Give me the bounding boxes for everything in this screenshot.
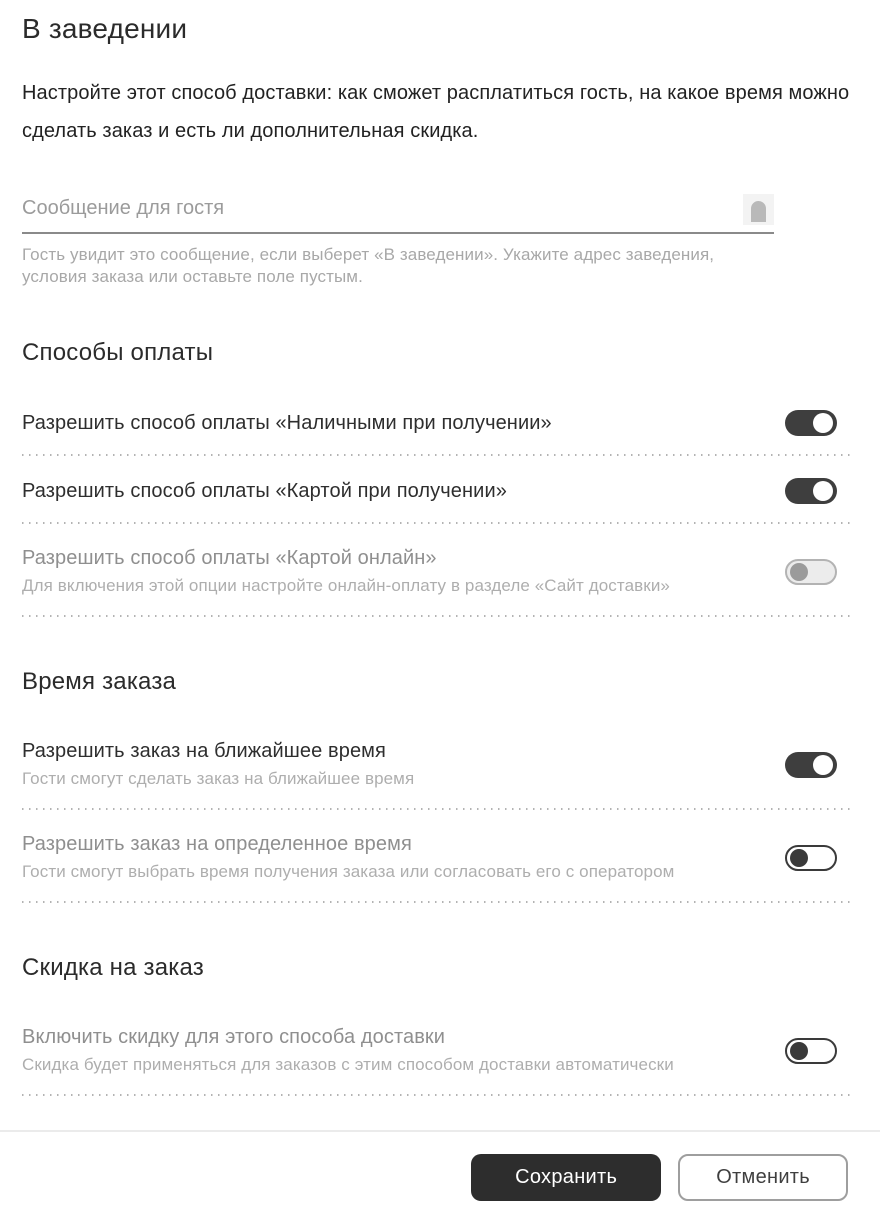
footer-action-bar bbox=[0, 1130, 880, 1201]
dotted-divider bbox=[22, 901, 850, 903]
row-card-on-delivery bbox=[22, 456, 850, 522]
toggle-discount[interactable] bbox=[785, 1038, 837, 1064]
toggle-asap-order[interactable] bbox=[785, 752, 837, 778]
page-title: В заведении bbox=[22, 13, 188, 44]
toggle-knob bbox=[813, 755, 833, 775]
toggle-knob bbox=[813, 413, 833, 433]
row-label-scheduled-order: Разрешить заказ на определенное время bbox=[22, 833, 412, 855]
toggle-knob bbox=[790, 1042, 808, 1060]
dotted-divider bbox=[22, 615, 850, 617]
door-icon[interactable] bbox=[743, 194, 774, 225]
row-label-card-online: Разрешить способ оплаты «Картой онлайн» bbox=[22, 547, 437, 569]
section-heading-payment-methods: Способы оплаты bbox=[22, 339, 214, 366]
toggle-scheduled-order[interactable] bbox=[785, 845, 837, 871]
row-asap-order bbox=[22, 717, 850, 808]
row-helper-asap-order: Гости смогут сделать заказ на ближайшее время bbox=[22, 769, 415, 788]
row-scheduled-order bbox=[22, 810, 850, 901]
toggle-cash-on-delivery[interactable] bbox=[785, 410, 837, 436]
section-heading-order-discount: Скидка на заказ bbox=[22, 954, 205, 981]
row-label-asap-order: Разрешить заказ на ближайшее время bbox=[22, 740, 386, 762]
row-label-discount: Включить скидку для этого способа доставки bbox=[22, 1026, 446, 1048]
toggle-knob bbox=[813, 481, 833, 501]
guest-message-field bbox=[22, 194, 774, 234]
dotted-divider bbox=[22, 1094, 850, 1096]
toggle-knob bbox=[790, 849, 808, 867]
row-card-online bbox=[22, 524, 850, 615]
row-cash-on-delivery bbox=[22, 388, 850, 454]
toggle-card-online bbox=[785, 559, 837, 585]
row-helper-discount: Скидка будет применяться для заказов с этим способом доставки автоматически bbox=[22, 1055, 674, 1074]
toggle-card-on-delivery[interactable] bbox=[785, 478, 837, 504]
save-button[interactable]: Сохранить bbox=[471, 1154, 661, 1201]
cancel-button[interactable]: Отменить bbox=[678, 1154, 848, 1201]
guest-message-input[interactable] bbox=[22, 197, 743, 226]
toggle-knob bbox=[790, 563, 808, 581]
section-heading-order-time: Время заказа bbox=[22, 668, 177, 695]
row-label-cash-on-delivery: Разрешить способ оплаты «Наличными при получении» bbox=[22, 412, 552, 434]
row-discount bbox=[22, 1003, 850, 1094]
row-helper-scheduled-order: Гости смогут выбрать время получения заказа или согласовать его с оператором bbox=[22, 862, 675, 881]
row-helper-card-online: Для включения этой опции настройте онлайн-оплату в разделе «Сайт доставки» bbox=[22, 576, 670, 595]
door-icon-glyph bbox=[751, 201, 766, 222]
row-label-card-on-delivery: Разрешить способ оплаты «Картой при получении» bbox=[22, 480, 507, 502]
page-description: Настройте этот способ доставки: как сможет расплатиться гость, на какое время можно сделать заказ и есть ли дополнительная скидка. bbox=[22, 82, 850, 142]
guest-message-helper: Гость увидит это сообщение, если выберет «В заведении». Укажите адрес заведения, условия заказа или оставьте поле пустым. bbox=[22, 245, 715, 286]
